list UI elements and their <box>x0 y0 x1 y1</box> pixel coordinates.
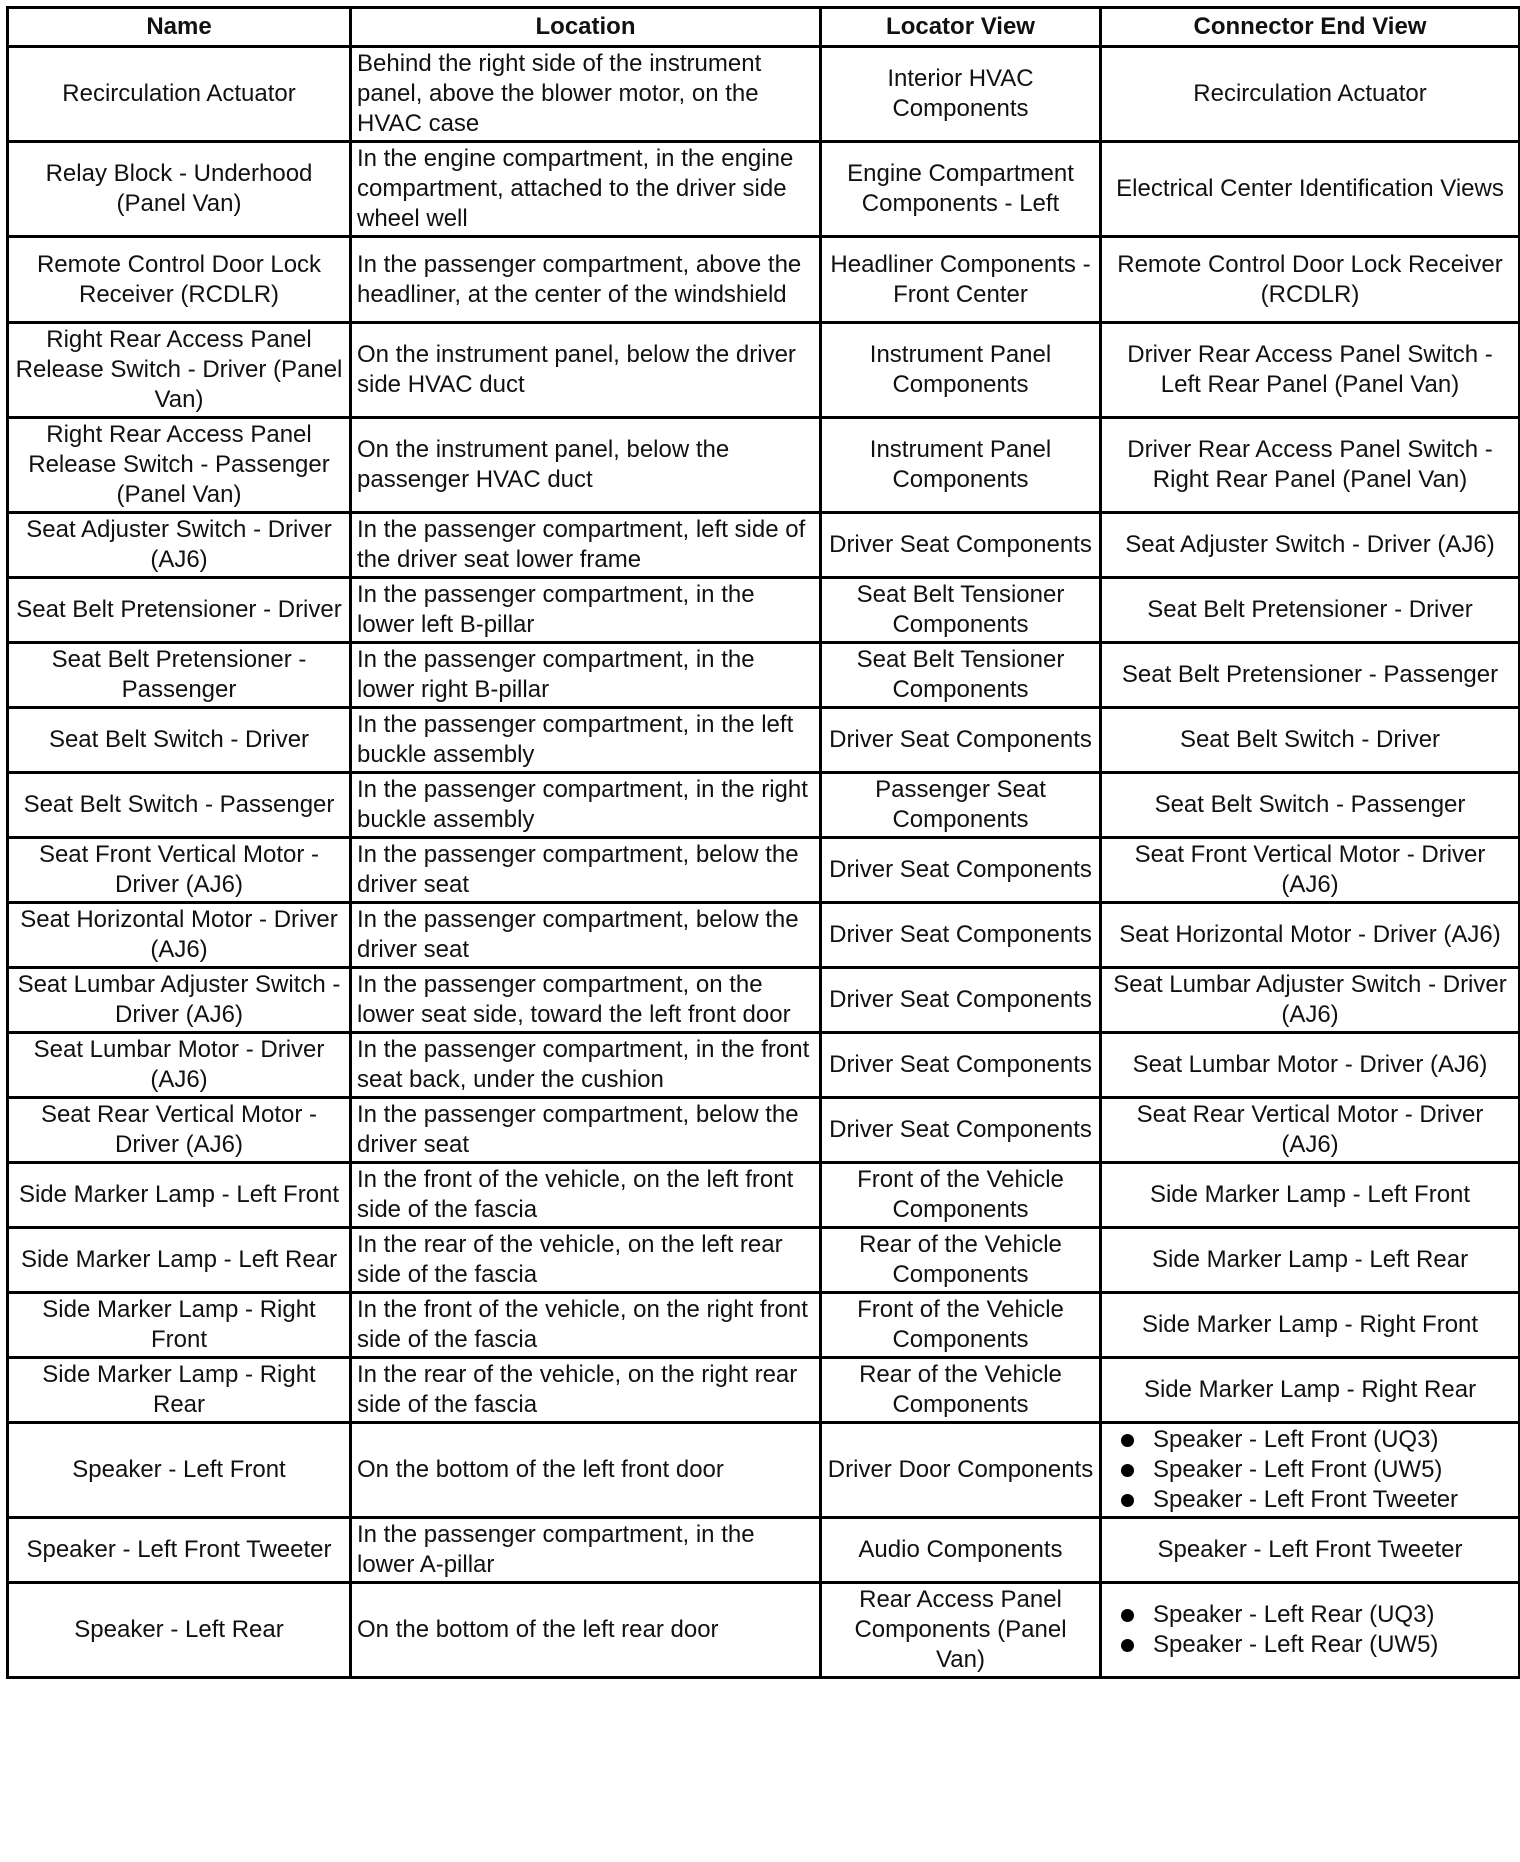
cell-locator-view[interactable]: Passenger Seat Components <box>821 773 1101 838</box>
table-row <box>8 513 1520 578</box>
cell-name: Seat Adjuster Switch - Driver (AJ6) <box>8 513 351 578</box>
cell-connector-end-view[interactable]: Seat Belt Switch - Passenger <box>1101 773 1520 838</box>
cell-locator-view[interactable]: Headliner Components - Front Center <box>821 237 1101 323</box>
cell-locator-view[interactable]: Driver Seat Components <box>821 838 1101 903</box>
table-row <box>8 643 1520 708</box>
header-location: Location <box>351 8 821 47</box>
cell-connector-end-view[interactable]: Side Marker Lamp - Right Front <box>1101 1293 1520 1358</box>
cell-name: Seat Belt Pretensioner - Driver <box>8 578 351 643</box>
cell-name: Right Rear Access Panel Release Switch - Passenger (Panel Van) <box>8 418 351 513</box>
header-row <box>8 8 1520 47</box>
cell-name: Side Marker Lamp - Left Rear <box>8 1228 351 1293</box>
cell-location: In the passenger compartment, in the left buckle assembly <box>351 708 821 773</box>
cell-name: Seat Front Vertical Motor - Driver (AJ6) <box>8 838 351 903</box>
table-row <box>8 1228 1520 1293</box>
table-row <box>8 903 1520 968</box>
component-locator-table-page <box>6 6 1518 1679</box>
table-row <box>8 237 1520 323</box>
cell-location: On the instrument panel, below the passenger HVAC duct <box>351 418 821 513</box>
cell-locator-view[interactable]: Driver Seat Components <box>821 708 1101 773</box>
cell-locator-view[interactable]: Rear Access Panel Components (Panel Van) <box>821 1583 1101 1678</box>
cell-name: Seat Lumbar Adjuster Switch - Driver (AJ6) <box>8 968 351 1033</box>
cell-location: In the passenger compartment, in the lower left B-pillar <box>351 578 821 643</box>
cell-connector-end-view[interactable]: Side Marker Lamp - Right Rear <box>1101 1358 1520 1423</box>
table-row <box>8 418 1520 513</box>
cell-location: In the passenger compartment, below the driver seat <box>351 903 821 968</box>
table-row <box>8 47 1520 142</box>
cell-connector-end-view[interactable]: Driver Rear Access Panel Switch - Left Rear Panel (Panel Van) <box>1101 323 1520 418</box>
component-locator-table <box>6 6 1520 1679</box>
cell-name: Side Marker Lamp - Right Rear <box>8 1358 351 1423</box>
cell-connector-end-view[interactable]: Seat Adjuster Switch - Driver (AJ6) <box>1101 513 1520 578</box>
table-row <box>8 1098 1520 1163</box>
cell-location: In the front of the vehicle, on the left front side of the fascia <box>351 1163 821 1228</box>
cell-connector-end-view[interactable]: Seat Lumbar Adjuster Switch - Driver (AJ6) <box>1101 968 1520 1033</box>
cell-locator-view[interactable]: Interior HVAC Components <box>821 47 1101 142</box>
table-row <box>8 142 1520 237</box>
cell-name: Remote Control Door Lock Receiver (RCDLR) <box>8 237 351 323</box>
cell-locator-view[interactable]: Driver Seat Components <box>821 968 1101 1033</box>
cell-connector-end-view[interactable]: Remote Control Door Lock Receiver (RCDLR) <box>1101 237 1520 323</box>
cell-locator-view[interactable]: Front of the Vehicle Components <box>821 1293 1101 1358</box>
cell-location: In the passenger compartment, below the driver seat <box>351 1098 821 1163</box>
cell-connector-end-view[interactable]: Seat Front Vertical Motor - Driver (AJ6) <box>1101 838 1520 903</box>
table-row <box>8 1033 1520 1098</box>
table-row <box>8 838 1520 903</box>
table-row <box>8 1358 1520 1423</box>
cell-name: Seat Belt Pretensioner - Passenger <box>8 643 351 708</box>
cell-connector-end-view[interactable]: Speaker - Left Front Tweeter <box>1101 1518 1520 1583</box>
cell-name: Recirculation Actuator <box>8 47 351 142</box>
cell-name: Relay Block - Underhood (Panel Van) <box>8 142 351 237</box>
cell-locator-view[interactable]: Seat Belt Tensioner Components <box>821 578 1101 643</box>
cell-location: In the rear of the vehicle, on the right rear side of the fascia <box>351 1358 821 1423</box>
cell-locator-view[interactable]: Instrument Panel Components <box>821 418 1101 513</box>
cell-location: On the bottom of the left front door <box>351 1423 821 1518</box>
cell-connector-end-view[interactable]: Seat Belt Switch - Driver <box>1101 708 1520 773</box>
cell-locator-view[interactable]: Instrument Panel Components <box>821 323 1101 418</box>
cell-location: In the passenger compartment, in the right buckle assembly <box>351 773 821 838</box>
cell-name: Speaker - Left Front Tweeter <box>8 1518 351 1583</box>
cell-connector-end-view[interactable]: Seat Rear Vertical Motor - Driver (AJ6) <box>1101 1098 1520 1163</box>
table-row <box>8 708 1520 773</box>
cell-locator-view[interactable]: Driver Seat Components <box>821 1098 1101 1163</box>
cell-name: Right Rear Access Panel Release Switch - Driver (Panel Van) <box>8 323 351 418</box>
header-name: Name <box>8 8 351 47</box>
table-row <box>8 1423 1520 1518</box>
connector-list <box>1107 1425 1513 1515</box>
cell-locator-view[interactable]: Audio Components <box>821 1518 1101 1583</box>
cell-location: In the engine compartment, in the engine compartment, attached to the driver side wheel well <box>351 142 821 237</box>
cell-connector-end-view[interactable]: Seat Belt Pretensioner - Passenger <box>1101 643 1520 708</box>
cell-location: In the rear of the vehicle, on the left rear side of the fascia <box>351 1228 821 1293</box>
cell-location: On the bottom of the left rear door <box>351 1583 821 1678</box>
cell-location: In the passenger compartment, left side of the driver seat lower frame <box>351 513 821 578</box>
table-row <box>8 1518 1520 1583</box>
cell-locator-view[interactable]: Driver Door Components <box>821 1423 1101 1518</box>
cell-location: In the passenger compartment, above the headliner, at the center of the windshield <box>351 237 821 323</box>
cell-locator-view[interactable]: Front of the Vehicle Components <box>821 1163 1101 1228</box>
connector-list <box>1107 1600 1513 1660</box>
cell-name: Side Marker Lamp - Left Front <box>8 1163 351 1228</box>
connector-list-item[interactable]: Speaker - Left Rear (UQ3) <box>1153 1600 1513 1630</box>
table-row <box>8 578 1520 643</box>
cell-locator-view[interactable]: Driver Seat Components <box>821 1033 1101 1098</box>
cell-name: Seat Belt Switch - Driver <box>8 708 351 773</box>
cell-name: Seat Belt Switch - Passenger <box>8 773 351 838</box>
cell-connector-end-view[interactable]: Electrical Center Identification Views <box>1101 142 1520 237</box>
table-row <box>8 968 1520 1033</box>
cell-connector-end-view[interactable]: Seat Belt Pretensioner - Driver <box>1101 578 1520 643</box>
header-connector-end-view: Connector End View <box>1101 8 1520 47</box>
cell-connector-end-view[interactable]: Seat Horizontal Motor - Driver (AJ6) <box>1101 903 1520 968</box>
cell-connector-end-view <box>1101 1583 1520 1678</box>
table-row <box>8 1163 1520 1228</box>
cell-locator-view[interactable]: Seat Belt Tensioner Components <box>821 643 1101 708</box>
cell-name: Seat Horizontal Motor - Driver (AJ6) <box>8 903 351 968</box>
cell-location: In the passenger compartment, in the front seat back, under the cushion <box>351 1033 821 1098</box>
cell-connector-end-view[interactable]: Seat Lumbar Motor - Driver (AJ6) <box>1101 1033 1520 1098</box>
cell-locator-view[interactable]: Rear of the Vehicle Components <box>821 1228 1101 1293</box>
table-row <box>8 323 1520 418</box>
connector-list-item[interactable]: Speaker - Left Rear (UW5) <box>1153 1630 1513 1660</box>
cell-connector-end-view[interactable]: Recirculation Actuator <box>1101 47 1520 142</box>
cell-location: In the passenger compartment, in the lower A-pillar <box>351 1518 821 1583</box>
cell-locator-view[interactable]: Driver Seat Components <box>821 903 1101 968</box>
cell-location: In the passenger compartment, in the lower right B-pillar <box>351 643 821 708</box>
cell-name: Seat Lumbar Motor - Driver (AJ6) <box>8 1033 351 1098</box>
cell-connector-end-view[interactable]: Side Marker Lamp - Left Front <box>1101 1163 1520 1228</box>
cell-location: In the passenger compartment, on the lower seat side, toward the left front door <box>351 968 821 1033</box>
cell-connector-end-view[interactable]: Driver Rear Access Panel Switch - Right Rear Panel (Panel Van) <box>1101 418 1520 513</box>
cell-name: Speaker - Left Front <box>8 1423 351 1518</box>
cell-location: On the instrument panel, below the driver side HVAC duct <box>351 323 821 418</box>
connector-list-item[interactable]: Speaker - Left Front Tweeter <box>1153 1485 1513 1515</box>
table-row <box>8 1293 1520 1358</box>
header-locator-view: Locator View <box>821 8 1101 47</box>
table-row <box>8 1583 1520 1678</box>
cell-name: Speaker - Left Rear <box>8 1583 351 1678</box>
cell-locator-view[interactable]: Driver Seat Components <box>821 513 1101 578</box>
connector-list-item[interactable]: Speaker - Left Front (UW5) <box>1153 1455 1513 1485</box>
cell-connector-end-view <box>1101 1423 1520 1518</box>
cell-location: In the passenger compartment, below the driver seat <box>351 838 821 903</box>
connector-list-item[interactable]: Speaker - Left Front (UQ3) <box>1153 1425 1513 1455</box>
cell-name: Side Marker Lamp - Right Front <box>8 1293 351 1358</box>
cell-name: Seat Rear Vertical Motor - Driver (AJ6) <box>8 1098 351 1163</box>
cell-connector-end-view[interactable]: Side Marker Lamp - Left Rear <box>1101 1228 1520 1293</box>
cell-locator-view[interactable]: Engine Compartment Components - Left <box>821 142 1101 237</box>
table-row <box>8 773 1520 838</box>
cell-location: In the front of the vehicle, on the right front side of the fascia <box>351 1293 821 1358</box>
cell-location: Behind the right side of the instrument panel, above the blower motor, on the HVAC case <box>351 47 821 142</box>
cell-locator-view[interactable]: Rear of the Vehicle Components <box>821 1358 1101 1423</box>
